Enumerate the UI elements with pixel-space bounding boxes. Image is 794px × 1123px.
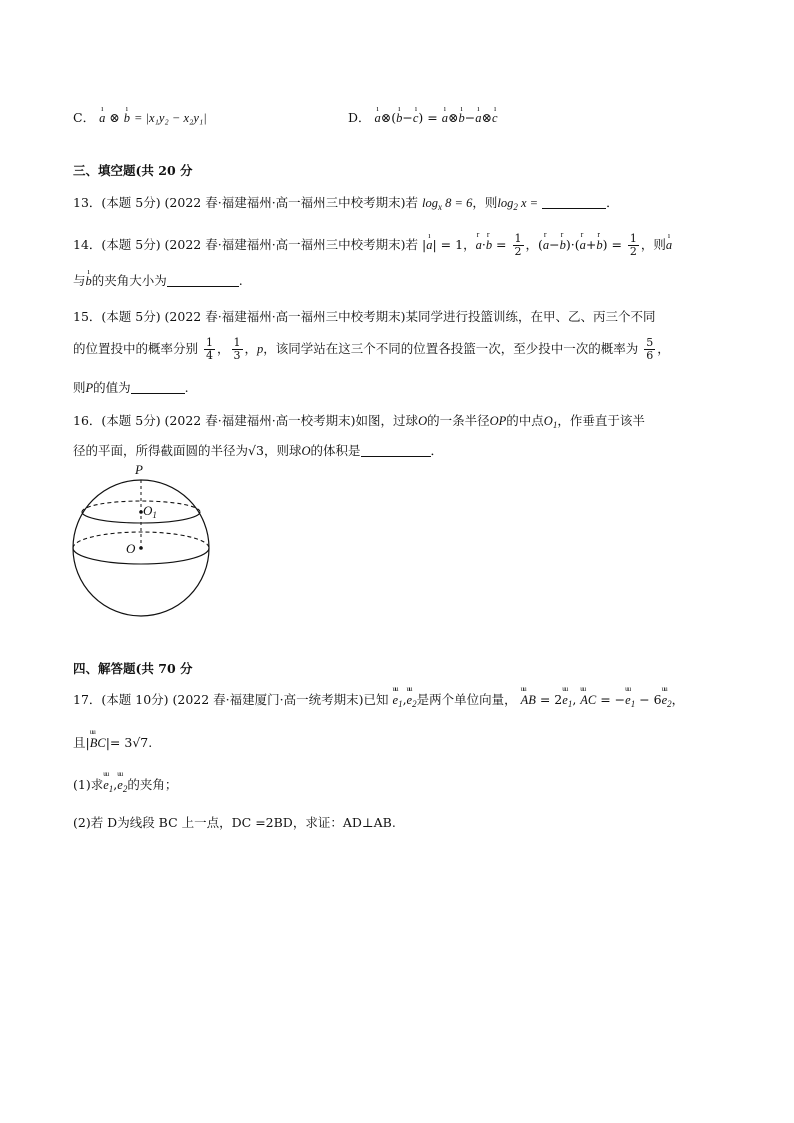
option-d-label: D． xyxy=(348,110,371,125)
answer-blank[interactable] xyxy=(542,196,606,209)
answer-blank[interactable] xyxy=(167,274,239,287)
option-c: C． ı a ⊗ ı b = |x₁y₂ − x₂y₁| xyxy=(73,108,207,126)
section-4-title: 四、解答题(共 70 分 xyxy=(73,661,193,676)
equator-front xyxy=(73,548,209,564)
sphere-figure xyxy=(70,462,220,618)
question-17-part2: (2)若 D为线段 BC 上一点，DC =2BD，求证：AD⊥AB. xyxy=(73,815,396,830)
q15-meta: (本题 5分) (2022 春·福建福州·高一福州三中校考期末) xyxy=(101,309,406,324)
q16-meta: (本题 5分) (2022 春·福建福州·高一校考期末) xyxy=(101,413,356,428)
question-17-line2: 且|uu BC|= 3√7. xyxy=(73,733,152,751)
q15-number: 15． xyxy=(73,309,102,324)
label-p: P xyxy=(135,462,143,477)
q14-meta: (本题 5分) (2022 春·福建福州·高一福州三中校考期末) xyxy=(101,237,406,253)
question-15-line3: 则P的值为 . xyxy=(73,380,189,395)
label-o1: $O_1$ xyxy=(143,503,157,520)
section-3-title: 三、填空题(共 20 分 xyxy=(73,163,193,178)
question-17: 17．(本题 10分) (2022 春·福建厦门·高一统考期末)已知 uu $e_1,uu$ $e_2$是两个单位向量， uu AB = 2uu $e_1$, uu AC = −uu $e_1 - 6uu$ $e_2$， xyxy=(73,690,684,709)
q14-number: 14． xyxy=(73,237,102,253)
question-15: 15．(本题 5分) (2022 春·福建福州·高一福州三中校考期末)某同学进行投篮训练，在甲、乙、丙三个不同 xyxy=(73,309,656,324)
answer-blank[interactable] xyxy=(131,381,185,394)
option-c-expr: = |x₁y₂ − x₂y₁| xyxy=(133,111,207,125)
option-c-label: C． xyxy=(73,110,96,125)
q17-number: 17． xyxy=(73,692,102,707)
answer-blank[interactable] xyxy=(361,444,431,457)
q13-meta: (本题 5分) (2022 春·福建福州·高一福州三中校考期末) xyxy=(101,195,406,210)
q13-number: 13． xyxy=(73,195,102,210)
q17-meta: (本题 10分) (2022 春·福建厦门·高一统考期末) xyxy=(101,692,364,707)
option-d: D． ı a⊗(ı b−ı c) = ı a⊗ı b−ı a⊗ı c xyxy=(348,108,498,126)
question-16: 16．(本题 5分) (2022 春·福建福州·高一校考期末)如图，过球O的一条半径OP的中点$O_1$，作垂直于该半 xyxy=(73,413,645,430)
question-17-part1: (1)求uu $e_1,uu$ $e_2$的夹角； xyxy=(73,775,177,794)
q16-number: 16． xyxy=(73,413,102,428)
label-o: O xyxy=(126,541,136,556)
question-13: 13．(本题 5分) (2022 春·福建福州·高一福州三中校考期末)若 $\log_x 8 = 6$，则$\log_2 x$ = ． xyxy=(73,195,619,212)
question-16-line2: 径的平面，所得截面圆的半径为√3，则球O的体积是 ． xyxy=(73,443,444,458)
question-14: 14．(本题 5分) (2022 春·福建福州·高一福州三中校考期末)若 |ı a| = 1，r a·r b = $\frac{1}{2}$ ，(r a−r b)·(r a+r b) = $\frac{1}{2}$ ，则ı a xyxy=(73,233,672,258)
question-14-line2: 与ı b的夹角大小为 . xyxy=(73,271,243,289)
point-o xyxy=(139,546,143,550)
question-15-line2: 的位置投中的概率分别 $\frac{1}{4}$ ， $\frac{1}{3}$ ，p，该同学站在这三个不同的位置各投篮一次，至少投中一次的概率为 $\frac{5}{6}$ ， xyxy=(73,336,670,363)
